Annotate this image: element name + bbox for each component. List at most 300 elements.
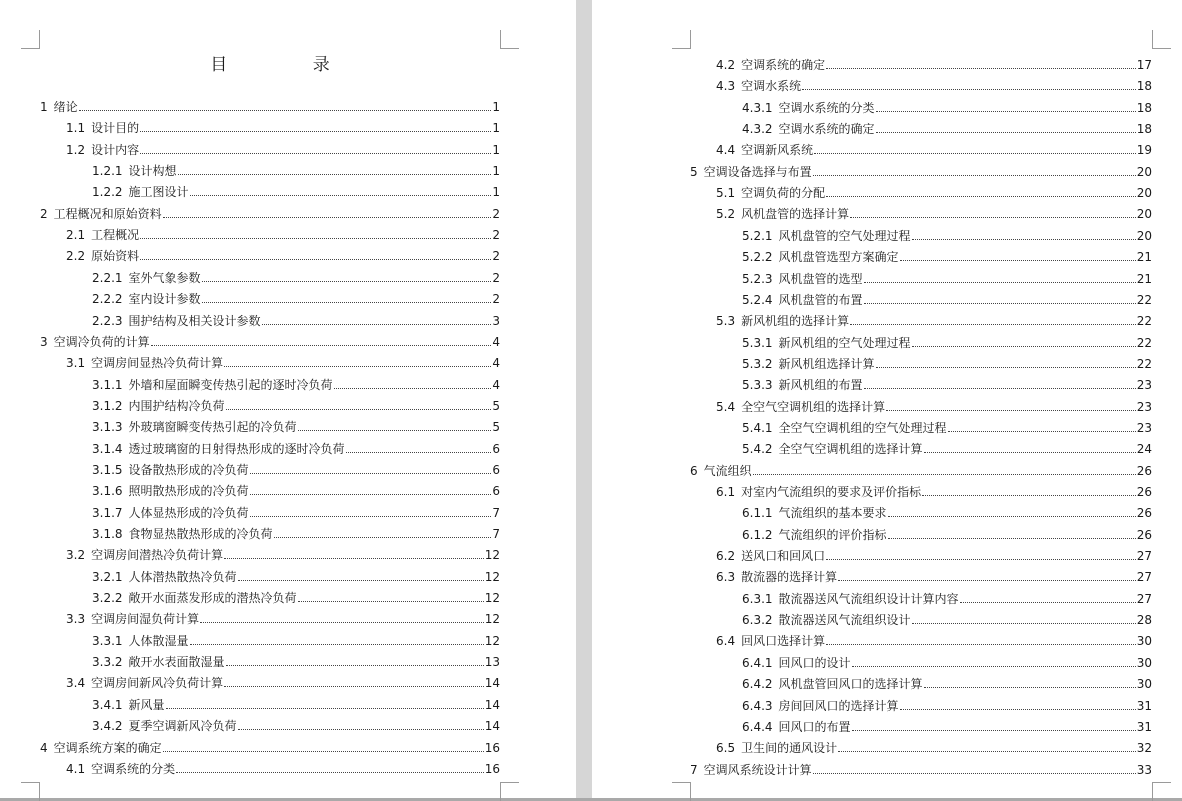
toc-entry[interactable] xyxy=(66,224,500,242)
toc-dot-leader xyxy=(140,259,491,260)
toc-entry-number: 6.1.1 xyxy=(742,506,773,521)
toc-title: 目 录 xyxy=(210,55,370,75)
toc-entry-title: 房间回风口的选择计算 xyxy=(778,698,899,713)
toc-entry-page-number: 12 xyxy=(484,591,500,606)
toc-entry-number: 6.3 xyxy=(716,570,736,585)
toc-dot-leader xyxy=(224,366,491,367)
toc-entry-title: 气流组织的基本要求 xyxy=(778,506,887,521)
toc-entry-page-number: 6 xyxy=(492,484,500,499)
toc-entry-title: 空调负荷的分配 xyxy=(741,186,826,201)
toc-entry-title: 人体散湿量 xyxy=(128,633,189,648)
toc-entry-title: 风机盘管的空气处理过程 xyxy=(778,228,911,243)
toc-entry-page-number: 26 xyxy=(1136,506,1152,521)
toc-entry-number: 3.4.1 xyxy=(92,697,123,712)
toc-entry-page-number: 26 xyxy=(1136,485,1152,499)
toc-entry-page-number: 14 xyxy=(484,719,500,734)
toc-entry[interactable] xyxy=(92,374,500,392)
toc-entry[interactable] xyxy=(742,97,1152,115)
toc-entry-title: 室内设计参数 xyxy=(128,292,201,307)
toc-dot-leader xyxy=(924,687,1136,688)
toc-dot-leader xyxy=(813,175,1136,176)
toc-entry-page-number: 4 xyxy=(492,334,500,349)
toc-entry[interactable] xyxy=(742,332,1152,350)
toc-entry-page-number: 30 xyxy=(1136,677,1152,692)
toc-entry-page-number: 2 xyxy=(492,270,500,285)
toc-entry-number: 3.2.2 xyxy=(92,591,123,606)
toc-dot-leader xyxy=(226,409,492,410)
toc-entry-page-number: 20 xyxy=(1136,207,1152,222)
toc-entry[interactable] xyxy=(742,438,1152,456)
toc-entry-number: 3.1.7 xyxy=(92,505,123,520)
toc-dot-leader xyxy=(826,559,1136,560)
toc-entry-page-number: 6 xyxy=(492,441,500,456)
toc-entry-page-number: 20 xyxy=(1136,186,1152,201)
toc-entry-number: 6.5 xyxy=(716,741,736,756)
toc-entry-number: 4 xyxy=(40,740,48,755)
toc-entry-page-number: 26 xyxy=(1136,527,1152,542)
toc-entry-page-number: 28 xyxy=(1136,613,1152,628)
toc-dot-leader xyxy=(298,601,484,602)
toc-entry-title: 空调房间湿负荷计算 xyxy=(91,612,200,627)
toc-entry-title: 设计构想 xyxy=(128,164,177,179)
toc-entry-page-number: 18 xyxy=(1136,122,1152,137)
toc-entry-title: 工程概况 xyxy=(91,228,140,243)
toc-entry[interactable] xyxy=(742,417,1152,435)
toc-dot-leader xyxy=(876,132,1136,133)
toc-entry-title: 散流器送风气流组织设计 xyxy=(778,613,911,628)
toc-entry-number: 6.4.2 xyxy=(742,677,773,692)
toc-entry-title: 食物显热散热形成的冷负荷 xyxy=(128,527,273,541)
toc-entry[interactable] xyxy=(66,117,500,135)
toc-dot-leader xyxy=(838,580,1136,581)
toc-entry-title: 空调系统方案的确定 xyxy=(53,740,162,755)
toc-entry[interactable] xyxy=(92,715,500,733)
toc-entry-page-number: 33 xyxy=(1136,762,1152,777)
toc-entry[interactable] xyxy=(716,566,1152,584)
toc-dot-leader xyxy=(888,516,1136,517)
toc-entry-page-number: 31 xyxy=(1136,698,1152,713)
toc-entry-title: 空调风系统设计计算 xyxy=(703,762,812,777)
toc-entry[interactable] xyxy=(40,203,500,221)
toc-entry[interactable] xyxy=(742,652,1152,670)
toc-entry-page-number: 19 xyxy=(1136,143,1152,158)
toc-entry-page-number: 27 xyxy=(1136,570,1152,585)
toc-dot-leader xyxy=(912,346,1136,347)
toc-dot-leader xyxy=(140,153,491,154)
toc-entry-title: 空调房间潜热冷负荷计算 xyxy=(91,548,224,563)
toc-dot-leader xyxy=(178,174,492,175)
toc-entry-page-number: 1 xyxy=(492,121,500,136)
toc-entry-page-number: 14 xyxy=(484,676,500,691)
toc-entry-page-number: 23 xyxy=(1136,399,1152,414)
toc-entry-page-number: 27 xyxy=(1136,549,1152,564)
toc-dot-leader xyxy=(912,623,1136,624)
toc-entry-title: 全空气空调机组的空气处理过程 xyxy=(778,420,947,435)
toc-entry-title: 敞开水表面散湿量 xyxy=(128,655,225,670)
toc-entry-page-number: 20 xyxy=(1136,164,1152,179)
toc-dot-leader xyxy=(864,388,1136,389)
toc-dot-leader xyxy=(190,644,484,645)
toc-entry[interactable] xyxy=(742,246,1152,264)
toc-entry-page-number: 30 xyxy=(1136,634,1152,649)
toc-entry-title: 新风机组的选择计算 xyxy=(741,314,850,329)
toc-entry[interactable] xyxy=(742,353,1152,371)
toc-dot-leader xyxy=(864,282,1136,283)
toc-entry[interactable] xyxy=(690,759,1152,777)
toc-entry[interactable] xyxy=(690,460,1152,478)
toc-entry[interactable] xyxy=(66,544,500,562)
toc-dot-leader xyxy=(888,538,1136,539)
toc-entry-page-number: 5 xyxy=(492,398,500,413)
toc-entry[interactable] xyxy=(742,609,1152,627)
toc-entry-title: 外玻璃窗瞬变传热引起的冷负荷 xyxy=(128,420,297,435)
toc-entry-title: 新风量 xyxy=(128,697,165,712)
toc-entry[interactable] xyxy=(742,716,1152,734)
toc-entry-page-number: 3 xyxy=(492,313,500,328)
toc-entry[interactable] xyxy=(92,181,500,199)
toc-entry-page-number: 6 xyxy=(492,462,500,477)
toc-entry-number: 3.1 xyxy=(66,356,86,371)
toc-entry[interactable] xyxy=(716,481,1152,499)
toc-dot-leader xyxy=(334,388,492,389)
toc-entry-title: 原始资料 xyxy=(91,249,140,264)
toc-entry-number: 1.2.2 xyxy=(92,185,123,200)
toc-entry[interactable] xyxy=(742,289,1152,307)
toc-entry-page-number: 21 xyxy=(1136,250,1152,265)
toc-entry-page-number: 30 xyxy=(1136,655,1152,670)
toc-entry-number: 5.3.2 xyxy=(742,356,773,371)
toc-entry-title: 空调冷负荷的计算 xyxy=(53,334,150,349)
toc-entry[interactable] xyxy=(716,545,1152,563)
toc-entry-title: 照明散热形成的冷负荷 xyxy=(128,484,249,499)
toc-entry-number: 6.1.2 xyxy=(742,527,773,542)
toc-dot-leader xyxy=(202,281,492,282)
toc-dot-leader xyxy=(298,430,492,431)
toc-entry-page-number: 1 xyxy=(492,100,500,114)
toc-entry-number: 3.1.2 xyxy=(92,398,123,413)
toc-entry-page-number: 2 xyxy=(492,249,500,264)
toc-entry-title: 透过玻璃窗的日射得热形成的逐时冷负荷 xyxy=(128,441,345,456)
toc-entry-title: 围护结构及相关设计参数 xyxy=(128,313,261,328)
toc-entry-title: 风机盘管的选择计算 xyxy=(741,207,850,222)
toc-entry-number: 2 xyxy=(40,206,48,221)
toc-entry[interactable] xyxy=(92,459,500,477)
toc-entry-number: 3.3.2 xyxy=(92,655,123,670)
toc-entry-title: 气流组织 xyxy=(703,463,752,478)
toc-entry-page-number: 2 xyxy=(492,228,500,243)
toc-dot-leader xyxy=(151,345,492,346)
toc-entry[interactable] xyxy=(66,672,500,690)
document-page-right xyxy=(592,0,1182,798)
toc-dot-leader xyxy=(224,686,484,687)
toc-entry-page-number: 5 xyxy=(492,420,500,435)
toc-dot-leader xyxy=(900,709,1136,710)
toc-entry-number: 5.3.1 xyxy=(742,335,773,350)
toc-entry-page-number: 32 xyxy=(1136,741,1152,756)
toc-entry[interactable] xyxy=(66,608,500,626)
toc-entry-number: 3.3 xyxy=(66,612,86,627)
toc-entry-page-number: 4 xyxy=(492,356,500,371)
toc-entry[interactable] xyxy=(742,225,1152,243)
toc-entry-number: 3 xyxy=(40,334,48,349)
toc-entry[interactable] xyxy=(742,268,1152,286)
toc-entry-number: 3.1.6 xyxy=(92,484,123,499)
toc-entry-number: 5.2 xyxy=(716,207,736,222)
toc-entry-title: 施工图设计 xyxy=(128,185,189,200)
toc-entry-page-number: 2 xyxy=(492,292,500,307)
toc-entry-page-number: 2 xyxy=(492,206,500,221)
toc-entry[interactable] xyxy=(92,416,500,434)
toc-dot-leader xyxy=(826,196,1136,197)
toc-entry-number: 5.4 xyxy=(716,399,736,414)
toc-entry-title: 散流器的选择计算 xyxy=(741,570,838,585)
toc-dot-leader xyxy=(852,666,1136,667)
toc-entry[interactable] xyxy=(716,75,1152,93)
toc-entry-number: 4.2 xyxy=(716,58,736,72)
toc-entry[interactable] xyxy=(716,182,1152,200)
toc-dot-leader xyxy=(250,516,492,517)
toc-entry-title: 空调房间新风冷负荷计算 xyxy=(91,676,224,691)
toc-entry[interactable] xyxy=(66,758,500,776)
toc-entry[interactable] xyxy=(716,630,1152,648)
toc-dot-leader xyxy=(176,772,484,773)
toc-entry-number: 3.1.3 xyxy=(92,420,123,435)
toc-entry[interactable] xyxy=(92,523,500,541)
toc-entry-number: 3.1.4 xyxy=(92,441,123,456)
toc-entry-page-number: 1 xyxy=(492,185,500,200)
toc-entry-page-number: 26 xyxy=(1136,463,1152,478)
toc-entry-number: 4.1 xyxy=(66,761,86,776)
toc-entry[interactable] xyxy=(92,651,500,669)
toc-entry-page-number: 14 xyxy=(484,697,500,712)
toc-entry[interactable] xyxy=(92,694,500,712)
toc-entry-number: 6.4.3 xyxy=(742,698,773,713)
toc-entry[interactable] xyxy=(742,588,1152,606)
toc-entry[interactable] xyxy=(66,245,500,263)
toc-entry-page-number: 12 xyxy=(484,569,500,584)
toc-entry-title: 新风机组的布置 xyxy=(778,378,863,393)
toc-entry-number: 6.4.4 xyxy=(742,719,773,734)
toc-entry-number: 5 xyxy=(690,164,698,179)
toc-entry[interactable] xyxy=(716,396,1152,414)
toc-dot-leader xyxy=(79,110,492,111)
toc-entry-number: 4.3.1 xyxy=(742,100,773,115)
toc-entry-title: 新风机组的空气处理过程 xyxy=(778,335,911,350)
toc-dot-leader xyxy=(166,708,484,709)
toc-entry-number: 1.1 xyxy=(66,121,86,136)
toc-entry-page-number: 12 xyxy=(484,548,500,563)
toc-dot-leader xyxy=(838,751,1136,752)
toc-entry-number: 3.2 xyxy=(66,548,86,563)
toc-entry-title: 内围护结构冷负荷 xyxy=(128,398,225,413)
toc-entry-number: 5.4.1 xyxy=(742,420,773,435)
toc-dot-leader xyxy=(250,473,492,474)
page-gap xyxy=(576,0,592,798)
toc-entry-title: 设计内容 xyxy=(91,142,140,157)
toc-entry[interactable] xyxy=(40,331,500,349)
toc-entry-page-number: 22 xyxy=(1136,356,1152,371)
toc-dot-leader xyxy=(876,111,1136,112)
toc-entry[interactable] xyxy=(92,630,500,648)
toc-entry-number: 2.2.2 xyxy=(92,292,123,307)
toc-entry[interactable] xyxy=(66,352,500,370)
toc-entry-title: 空调新风系统 xyxy=(741,143,814,158)
toc-entry-number: 3.1.1 xyxy=(92,377,123,392)
toc-entry[interactable] xyxy=(40,96,500,114)
toc-dot-leader xyxy=(238,580,484,581)
toc-entry-number: 5.2.1 xyxy=(742,228,773,243)
toc-entry-page-number: 4 xyxy=(492,377,500,392)
toc-entry[interactable] xyxy=(92,310,500,328)
toc-entry-title: 空调水系统的确定 xyxy=(778,122,875,137)
toc-entry-number: 2.1 xyxy=(66,228,86,243)
toc-entry-title: 风机盘管选型方案确定 xyxy=(778,250,899,265)
toc-dot-leader xyxy=(922,495,1136,496)
toc-entry-number: 5.2.2 xyxy=(742,250,773,265)
toc-dot-leader xyxy=(202,302,492,303)
toc-entry-page-number: 12 xyxy=(484,612,500,627)
toc-entry-title: 气流组织的评价指标 xyxy=(778,527,887,542)
toc-dot-leader xyxy=(262,324,492,325)
toc-entry-page-number: 16 xyxy=(484,740,500,755)
toc-entry[interactable] xyxy=(40,737,500,755)
toc-entry[interactable] xyxy=(92,395,500,413)
toc-entry-number: 4.3 xyxy=(716,79,736,94)
toc-entry[interactable] xyxy=(742,673,1152,691)
document-page-left xyxy=(0,0,576,798)
toc-entry-page-number: 23 xyxy=(1136,420,1152,435)
toc-entry-number: 1 xyxy=(40,100,48,114)
toc-dot-leader xyxy=(852,730,1136,731)
toc-entry-title: 空调设备选择与布置 xyxy=(703,164,812,179)
toc-entry-title: 室外气象参数 xyxy=(128,270,201,285)
toc-entry[interactable] xyxy=(690,161,1152,179)
toc-entry-number: 5.2.4 xyxy=(742,292,773,307)
toc-entry-page-number: 23 xyxy=(1136,378,1152,393)
toc-entry-number: 4.4 xyxy=(716,143,736,158)
toc-entry-title: 设计目的 xyxy=(91,121,140,136)
toc-entry-number: 6.4 xyxy=(716,634,736,649)
toc-entry-title: 全空气空调机组的选择计算 xyxy=(741,399,886,414)
toc-entry[interactable] xyxy=(742,524,1152,542)
toc-entry-page-number: 12 xyxy=(484,633,500,648)
toc-entry-title: 风机盘管回风口的选择计算 xyxy=(778,677,923,692)
toc-dot-leader xyxy=(826,68,1136,69)
toc-entry-title: 空调系统的分类 xyxy=(91,761,176,776)
toc-entry-page-number: 18 xyxy=(1136,79,1152,94)
toc-dot-leader xyxy=(912,239,1136,240)
toc-entry-page-number: 31 xyxy=(1136,719,1152,734)
toc-dot-leader xyxy=(163,217,492,218)
toc-entry-number: 5.2.3 xyxy=(742,271,773,286)
toc-entry-title: 回风口选择计算 xyxy=(741,634,826,649)
toc-dot-leader xyxy=(346,452,492,453)
toc-entry-number: 5.3.3 xyxy=(742,378,773,393)
toc-entry[interactable] xyxy=(92,288,500,306)
toc-entry-number: 7 xyxy=(690,762,698,777)
toc-entry-title: 绪论 xyxy=(53,100,78,114)
toc-entry[interactable] xyxy=(742,118,1152,136)
toc-entry[interactable] xyxy=(92,502,500,520)
toc-dot-leader xyxy=(224,558,484,559)
toc-entry-number: 3.4 xyxy=(66,676,86,691)
toc-entry-title: 回风口的布置 xyxy=(778,719,851,734)
toc-entry[interactable] xyxy=(92,267,500,285)
toc-dot-leader xyxy=(140,131,491,132)
toc-entry-title: 风机盘管的选型 xyxy=(778,271,863,286)
toc-entry[interactable] xyxy=(716,310,1152,328)
toc-dot-leader xyxy=(140,238,491,239)
toc-entry-title: 空调系统的确定 xyxy=(741,58,826,72)
toc-entry-page-number: 13 xyxy=(484,655,500,670)
toc-entry[interactable] xyxy=(92,566,500,584)
toc-dot-leader xyxy=(238,729,484,730)
toc-dot-leader xyxy=(190,195,492,196)
toc-entry-title: 新风机组选择计算 xyxy=(778,356,875,371)
toc-dot-leader xyxy=(900,260,1136,261)
toc-entry-title: 对室内气流组织的要求及评价指标 xyxy=(741,485,922,499)
toc-dot-leader xyxy=(850,324,1136,325)
toc-entry-title: 人体潜热散热冷负荷 xyxy=(128,569,237,584)
toc-entry[interactable] xyxy=(716,54,1152,72)
toc-entry-number: 2.2.3 xyxy=(92,313,123,328)
toc-dot-leader xyxy=(226,665,484,666)
toc-entry-number: 1.2.1 xyxy=(92,164,123,179)
toc-entry-page-number: 22 xyxy=(1136,314,1152,329)
toc-dot-leader xyxy=(802,89,1136,90)
toc-entry[interactable] xyxy=(92,438,500,456)
toc-entry[interactable] xyxy=(92,160,500,178)
toc-entry-page-number: 17 xyxy=(1136,58,1152,72)
toc-entry-title: 风机盘管的布置 xyxy=(778,292,863,307)
toc-entry-page-number: 7 xyxy=(492,505,500,520)
toc-entry-number: 5.1 xyxy=(716,186,736,201)
toc-entry[interactable] xyxy=(92,480,500,498)
toc-entry[interactable] xyxy=(742,374,1152,392)
toc-entry[interactable] xyxy=(716,737,1152,755)
toc-dot-leader xyxy=(274,537,492,538)
toc-entry-number: 3.4.2 xyxy=(92,719,123,734)
toc-entry-number: 6.3.2 xyxy=(742,613,773,628)
toc-entry-title: 回风口的设计 xyxy=(778,655,851,670)
toc-dot-leader xyxy=(826,644,1136,645)
toc-entry[interactable] xyxy=(742,502,1152,520)
toc-entry[interactable] xyxy=(92,587,500,605)
crop-mark-bottom-left xyxy=(672,782,691,801)
crop-mark-top-right xyxy=(1152,30,1171,49)
toc-entry-number: 6 xyxy=(690,463,698,478)
toc-entry-title: 全空气空调机组的选择计算 xyxy=(778,442,923,457)
toc-entry[interactable] xyxy=(716,139,1152,157)
toc-entry-number: 6.1 xyxy=(716,485,736,499)
toc-entry-number: 3.1.8 xyxy=(92,527,123,541)
toc-entry-page-number: 22 xyxy=(1136,335,1152,350)
crop-mark-top-left xyxy=(672,30,691,49)
toc-entry-page-number: 22 xyxy=(1136,292,1152,307)
toc-entry-title: 卫生间的通风设计 xyxy=(741,741,838,756)
toc-dot-leader xyxy=(753,474,1136,475)
toc-entry-page-number: 1 xyxy=(492,142,500,157)
toc-entry-number: 1.2 xyxy=(66,142,86,157)
toc-entry[interactable] xyxy=(742,695,1152,713)
crop-mark-top-left xyxy=(21,30,40,49)
toc-entry[interactable] xyxy=(716,203,1152,221)
toc-dot-leader xyxy=(850,217,1136,218)
toc-entry-number: 5.4.2 xyxy=(742,442,773,457)
toc-entry-number: 3.3.1 xyxy=(92,633,123,648)
toc-entry[interactable] xyxy=(66,139,500,157)
toc-dot-leader xyxy=(924,452,1136,453)
